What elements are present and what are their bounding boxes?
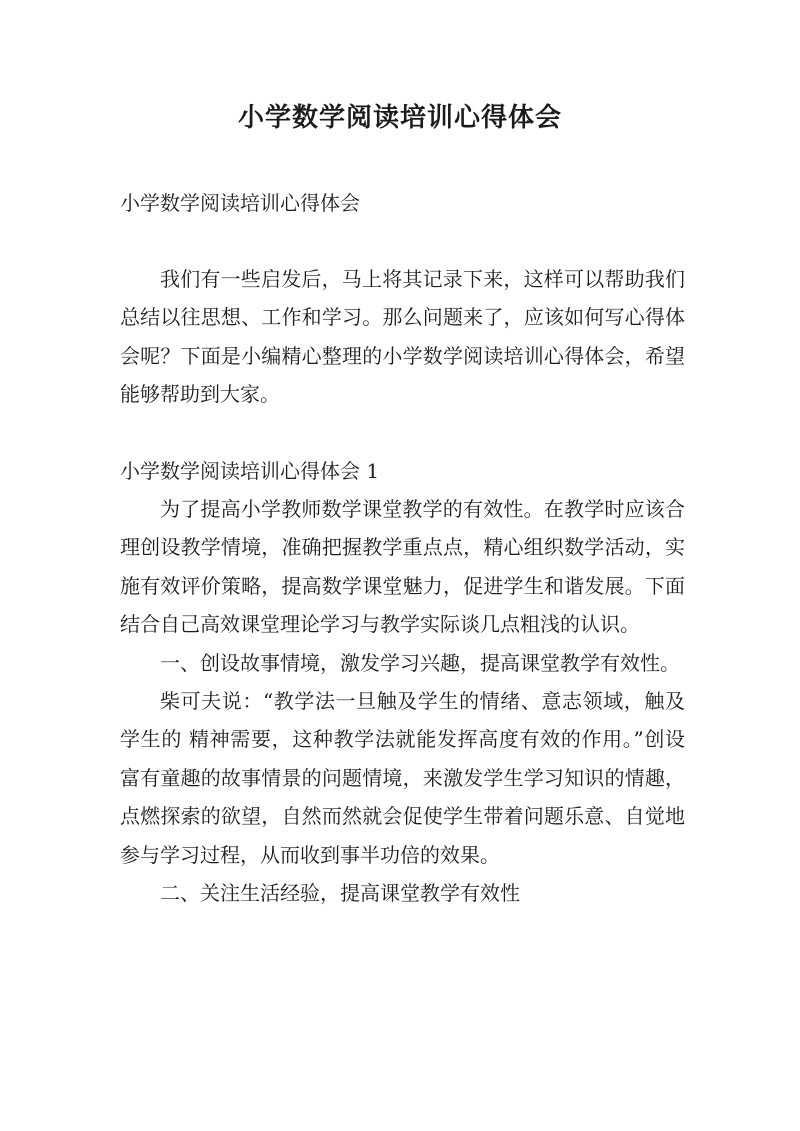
- page-title: 小学数学阅读培训心得体会: [237, 103, 562, 133]
- point-heading-1: 一、创设故事情境，激发学习兴趣，提高课堂教学有效性。: [160, 650, 680, 675]
- intro-paragraph: 我们有一些启发后，马上将其记录下来，这样可以帮助我们总结以往思想、工作和学习。那么问题来了，应该如何写心得体会呢？下面是小编精心整理的小学数学阅读培训心得体会，希望能够帮助到大家。: [120, 267, 685, 407]
- document-body: [120, 260, 685, 913]
- body-paragraph: 为了提高小学教师数学课堂教学的有效性。在教学时应该合理创设教学情境，准确把握教学重点点，精心组织数学活动，实施有效评价策略，提高数学课堂魅力，促进学生和谐发展。下面结合自己高效课堂理论学习与教学实际谈几点粗浅的认识。: [120, 497, 685, 637]
- body-paragraph: 柴可夫说：“教学法一旦触及学生的情绪、意志领域，触及学生的 精神需要，这种教学法就能发挥高度有效的作用。”创设富有童趣的故事情景的问题情境，来激发学生学习知识的情趣，点燃探索的欲望，自然而然就会促使学生带着问题乐意、自觉地参与学习过程，从而收到事半功倍的效果。: [120, 689, 685, 867]
- section-heading: 小学数学阅读培训心得体会 1: [120, 458, 380, 483]
- document-subtitle: 小学数学阅读培训心得体会: [120, 191, 360, 215]
- point-heading-2: 二、关注生活经验，提高课堂教学有效性: [160, 881, 520, 906]
